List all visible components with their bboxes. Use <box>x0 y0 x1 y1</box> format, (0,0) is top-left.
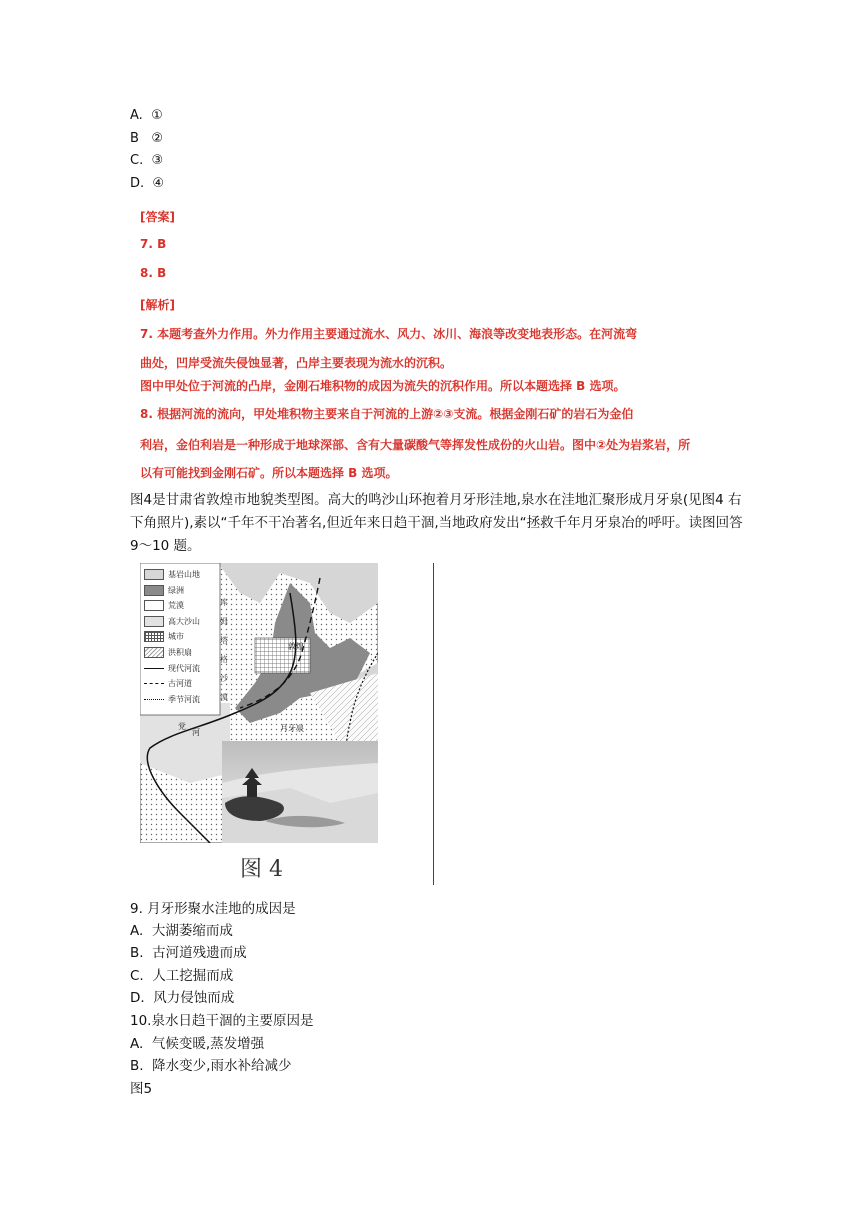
legend-label: 城市 <box>168 632 184 642</box>
option-text: 古河道残遗而成 <box>152 945 247 961</box>
map-figure <box>140 563 378 843</box>
desert-label <box>220 593 228 707</box>
option-text: ③ <box>151 153 164 168</box>
answer-8: 8. B <box>140 266 167 280</box>
legend-item <box>144 645 200 661</box>
question-9-option-a <box>130 919 233 939</box>
legend-swatch <box>144 647 164 658</box>
desert-label-char: 塔 <box>220 636 228 645</box>
legend-item <box>144 661 200 677</box>
analysis-line-3: 图中甲处位于河流的凸岸，金刚石堆积物的成因为流失的沉积作用。所以本题选择 B 选项。 <box>140 379 626 393</box>
option-label: B. <box>130 1058 144 1074</box>
city-label: 敦煌 <box>288 642 304 651</box>
option-label: B. <box>130 945 144 961</box>
legend-line <box>144 683 164 684</box>
legend-line <box>144 668 164 669</box>
desert-label-char: 沙 <box>220 674 228 683</box>
analysis-header: [解析] <box>140 298 175 312</box>
desert-label-char: 格 <box>220 655 228 664</box>
river-label-1: 党 <box>178 722 186 731</box>
option-d-top <box>130 176 164 191</box>
option-b-top <box>130 131 163 146</box>
option-label: D. <box>130 990 145 1006</box>
legend-swatch <box>144 616 164 627</box>
legend-label: 荒漠 <box>168 601 184 611</box>
analysis-line-1: 7. 本题考查外力作用。外力作用主要通过流水、风力、冰川、海浪等改变地表形态。在河流弯 <box>140 327 638 341</box>
analysis-line-6: 以有可能找到金刚石矿。所以本题选择 B 选项。 <box>140 466 398 480</box>
option-text: ① <box>151 108 163 123</box>
legend-label: 现代河流 <box>168 663 200 673</box>
question-9-option-c <box>130 964 233 984</box>
legend-item <box>144 676 200 692</box>
option-text: 大湖萎缩而成 <box>151 923 233 939</box>
option-text: 降水变少,雨水补给减少 <box>152 1058 292 1074</box>
pavilion-base <box>247 785 257 797</box>
option-label: D. <box>130 176 145 191</box>
option-label: A. <box>130 1036 144 1052</box>
legend-swatch <box>144 569 164 580</box>
desert-label-char: 库 <box>220 598 228 607</box>
analysis-line-2: 曲处，凹岸受流失侵蚀显著，凸岸主要表现为流水的沉积。 <box>140 356 453 370</box>
legend-item <box>144 692 200 708</box>
analysis-line-4: 8. 根据河流的流向，甲处堆积物主要来自于河流的上游②③支流。根据金刚石矿的岩石为金伯 <box>140 407 634 421</box>
question-10-option-b <box>130 1054 291 1074</box>
question-9-option-d <box>130 986 234 1006</box>
answer-7: 7. B <box>140 237 167 251</box>
legend-swatch <box>144 585 164 596</box>
legend-line <box>144 699 164 700</box>
question-9-stem: 9. 月牙形聚水洼地的成因是 <box>130 901 296 917</box>
intro-paragraph: 图4是甘肃省敦煌市地貌类型图。高大的鸣沙山环抱着月牙形洼地,泉水在洼地汇聚形成月牙泉(见图4 右下角照片),素以“千年不干冶著名,但近年来日趋干涸,当地政府发出“拯救千年月牙泉冶的呼吁。读图回答9～10 题。 <box>130 492 743 554</box>
legend-label: 季节河流 <box>168 694 200 704</box>
legend-item <box>144 629 200 645</box>
option-text: 人工挖掘而成 <box>152 968 234 984</box>
option-c-top <box>130 153 163 168</box>
legend <box>144 567 200 707</box>
question-10-option-a <box>130 1032 264 1052</box>
spring-label: 月牙泉 <box>280 724 304 733</box>
option-label: C. <box>130 968 144 984</box>
legend-swatch <box>144 631 164 642</box>
legend-item <box>144 598 200 614</box>
option-text: 风力侵蚀而成 <box>153 990 235 1006</box>
vertical-divider <box>433 563 434 885</box>
analysis-line-5: 利岩，金伯利岩是一种形成于地球深部、含有大量碳酸气等挥发性成份的火山岩。图中②处为岩浆岩，所 <box>140 438 691 452</box>
answer-header: [答案] <box>140 210 175 224</box>
legend-label: 古河道 <box>168 679 192 689</box>
legend-label: 洪积扇 <box>168 647 192 657</box>
option-text: 气候变暖,蒸发增强 <box>151 1036 265 1052</box>
legend-item <box>144 567 200 583</box>
option-text: ② <box>151 131 163 146</box>
option-a-top <box>130 108 163 123</box>
legend-label: 基岩山地 <box>168 570 200 579</box>
option-label: A. <box>130 923 144 939</box>
figure-5-label: 图5 <box>130 1081 153 1097</box>
option-label: B <box>130 131 139 146</box>
question-9-option-b <box>130 941 247 961</box>
option-text: ④ <box>152 176 165 191</box>
legend-item <box>144 583 200 599</box>
legend-label: 绿洲 <box>168 585 184 595</box>
figure-caption: 图 4 <box>240 857 283 882</box>
desert-label-char: 姆 <box>220 617 228 626</box>
river-label-2: 河 <box>192 728 200 737</box>
legend-label: 高大沙山 <box>168 616 200 626</box>
option-label: A. <box>130 108 143 123</box>
legend-swatch <box>144 600 164 611</box>
legend-item <box>144 614 200 630</box>
desert-label-char: 漠 <box>220 693 228 702</box>
option-label: C. <box>130 153 144 168</box>
question-10-stem: 10.泉水日趋干涸的主要原因是 <box>130 1013 314 1029</box>
